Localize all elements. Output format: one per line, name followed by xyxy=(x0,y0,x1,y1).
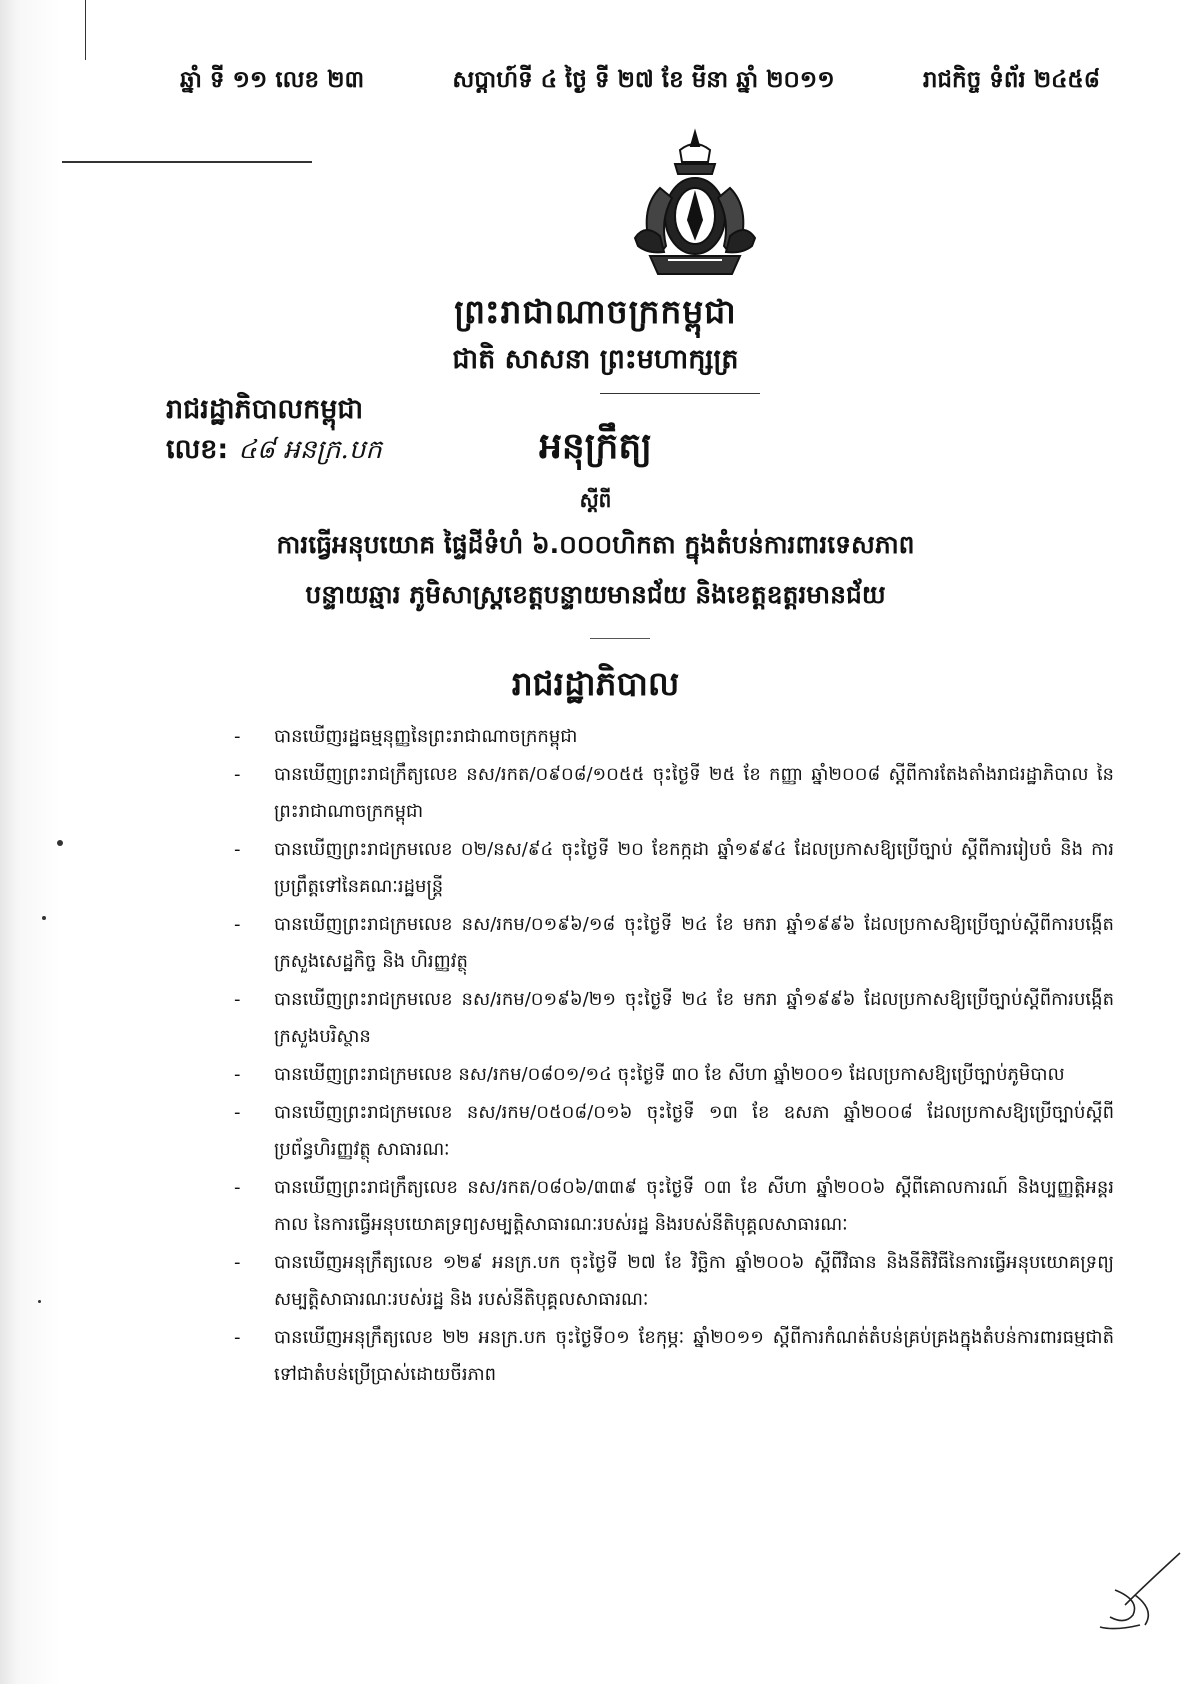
consideration-text: បានឃើញរដ្ឋធម្មនុញ្ញនៃព្រះរាជាណាចក្រកម្ពុជា xyxy=(274,726,578,747)
on-label: ស្តីពី xyxy=(579,488,612,512)
initials-signature-icon xyxy=(1085,1545,1185,1635)
list-item xyxy=(234,718,1114,755)
consideration-text: បានឃើញព្រះរាជក្រមលេខ នស/រកម/០១៩៦/២១ ចុះថ្ងៃទី ២៤ ខែ មករា ឆ្នាំ១៩៩៦ ដែលប្រកាសឱ្យប្រើច្បាប់ស្តីពីការបង្កើតក្រសួងបរិស្ថាន xyxy=(274,989,1114,1047)
consideration-text: បានឃើញព្រះរាជក្រឹត្យលេខ នស/រកត/០៩០៨/១០៥៥ ចុះថ្ងៃទី ២៥ ខែ កញ្ញា ឆ្នាំ២០០៨ ស្តីពីការតែងតាំងរាជរដ្ឋាភិបាល នៃព្រះរាជាណាចក្រកម្ពុជា xyxy=(274,764,1114,822)
bullet-dash: - xyxy=(234,1177,241,1198)
bullet-dash: - xyxy=(234,1064,241,1085)
scan-speck xyxy=(38,1300,41,1303)
list-item xyxy=(234,1244,1114,1318)
subject-divider xyxy=(590,638,650,639)
gazette-header xyxy=(180,62,1100,102)
subject-line-1: ការធ្វើអនុបយោគ ផ្ទៃដីទំហំ ៦.០០០ហិកតា ក្នុងតំបន់ការពារទេសភាព xyxy=(276,530,915,559)
kingdom-title: ព្រះរាជាណាចក្រកម្ពុជា xyxy=(454,292,737,331)
gazette-page: រាជកិច្ច ទំព័រ ២៤៥៨ xyxy=(922,66,1100,93)
bullet-dash: - xyxy=(234,914,241,935)
national-motto: ជាតិ សាសនា ព្រះមហាក្សត្រ xyxy=(452,344,739,375)
bullet-dash: - xyxy=(234,1327,241,1348)
list-item xyxy=(234,1056,1114,1093)
consideration-text: បានឃើញអនុក្រឹត្យលេខ ២២ អនក្រ.បក ចុះថ្ងៃទី០១ ខែកុម្ភៈ ឆ្នាំ២០១១ ស្តីពីការកំណត់តំបន់គ្រប់គ្រងក្នុងតំបន់ការពារធម្មជាតិ ទៅជាតំបន់ប្រើប្រាស់ដោយចីរភាព xyxy=(274,1327,1114,1385)
bullet-dash: - xyxy=(234,726,241,747)
bullet-dash: - xyxy=(234,1102,241,1123)
list-item xyxy=(234,1319,1114,1393)
considerations-list xyxy=(234,718,1114,1394)
issuing-authority: រាជរដ្ឋាភិបាលកម្ពុជា xyxy=(166,394,364,425)
consideration-text: បានឃើញអនុក្រឹត្យលេខ ១២៩ អនក្រ.បក ចុះថ្ងៃទី ២៧ ខែ វិច្ឆិកា ឆ្នាំ២០០៦ ស្តីពីវិធាន និងនីតិវិធីនៃការធ្វើអនុបយោគទ្រព្យសម្បត្តិសាធារណៈរបស់រដ្ឋ និង របស់នីតិបុគ្គលសាធារណៈ xyxy=(274,1252,1114,1310)
document-number-label: លេខ: xyxy=(166,434,229,465)
government-heading: រាជរដ្ឋាភិបាល xyxy=(511,664,680,703)
bullet-dash: - xyxy=(234,1252,241,1273)
document-type-title: អនុក្រឹត្យ xyxy=(539,426,652,467)
list-item xyxy=(234,981,1114,1055)
consideration-text: បានឃើញព្រះរាជក្រមលេខ នស/រកម/០៨០១/១៤ ចុះថ្ងៃទី ៣០ ខែ សីហា ឆ្នាំ២០០១ ដែលប្រកាសឱ្យប្រើច្បាប់ភូមិបាល xyxy=(274,1064,1065,1085)
list-item xyxy=(234,1169,1114,1243)
bullet-dash: - xyxy=(234,764,241,785)
subject-line-2: បន្ទាយឆ្មារ ភូមិសាស្ត្រខេត្តបន្ទាយមានជ័យ និងខេត្តឧត្តរមានជ័យ xyxy=(305,580,886,609)
scan-line xyxy=(85,0,86,60)
list-item xyxy=(234,756,1114,830)
document-number-value: ៤៨ អនក្រ.បក xyxy=(238,435,382,465)
margin-rule xyxy=(62,161,312,163)
scan-speck xyxy=(57,840,63,846)
scan-speck xyxy=(42,916,46,920)
consideration-text: បានឃើញព្រះរាជក្រឹត្យលេខ នស/រកត/០៨០៦/៣៣៩ ចុះថ្ងៃទី ០៣ ខែ សីហា ឆ្នាំ២០០៦ ស្តីពីគោលការណ៍ និងប្បញ្ញត្តិអន្តរកាល នៃការធ្វើអនុបយោគទ្រព្យសម្បត្តិសាធារណៈរបស់រដ្ឋ និងរបស់នីតិបុគ្គលសាធារណៈ xyxy=(274,1177,1114,1235)
motto-divider xyxy=(600,393,760,394)
list-item xyxy=(234,831,1114,905)
bullet-dash: - xyxy=(234,989,241,1010)
bullet-dash: - xyxy=(234,839,241,860)
list-item xyxy=(234,1094,1114,1168)
consideration-text: បានឃើញព្រះរាជក្រមលេខ នស/រកម/០៥០៨/០១៦ ចុះថ្ងៃទី ១៣ ខែ ឧសភា ឆ្នាំ២០០៨ ដែលប្រកាសឱ្យប្រើច្បាប់ស្តីពីប្រព័ន្ធហិរញ្ញវត្ថុ សាធារណៈ xyxy=(274,1102,1114,1160)
issue-number: ឆ្នាំ ទី ១១ លេខ ២៣ xyxy=(180,66,365,93)
consideration-text: បានឃើញព្រះរាជក្រមលេខ ០២/នស/៩៤ ចុះថ្ងៃទី ២០ ខែកក្កដា ឆ្នាំ១៩៩៤ ដែលប្រកាសឱ្យប្រើច្បាប់ ស្តីពីការរៀបចំ និង ការប្រព្រឹត្តទៅនៃគណៈរដ្ឋមន្ត្រី xyxy=(274,839,1114,897)
issue-date: សប្តាហ៍ទី ៤ ថ្ងៃ ទី ២៧ ខែ មីនា ឆ្នាំ ២០១១ xyxy=(452,66,835,93)
royal-arms-emblem-icon xyxy=(620,128,770,280)
list-item xyxy=(234,906,1114,980)
consideration-text: បានឃើញព្រះរាជក្រមលេខ នស/រកម/០១៩៦/១៨ ចុះថ្ងៃទី ២៤ ខែ មករា ឆ្នាំ១៩៩៦ ដែលប្រកាសឱ្យប្រើច្បាប់ស្តីពីការបង្កើតក្រសួងសេដ្ឋកិច្ច និង ហិរញ្ញវត្ថុ xyxy=(274,914,1114,972)
